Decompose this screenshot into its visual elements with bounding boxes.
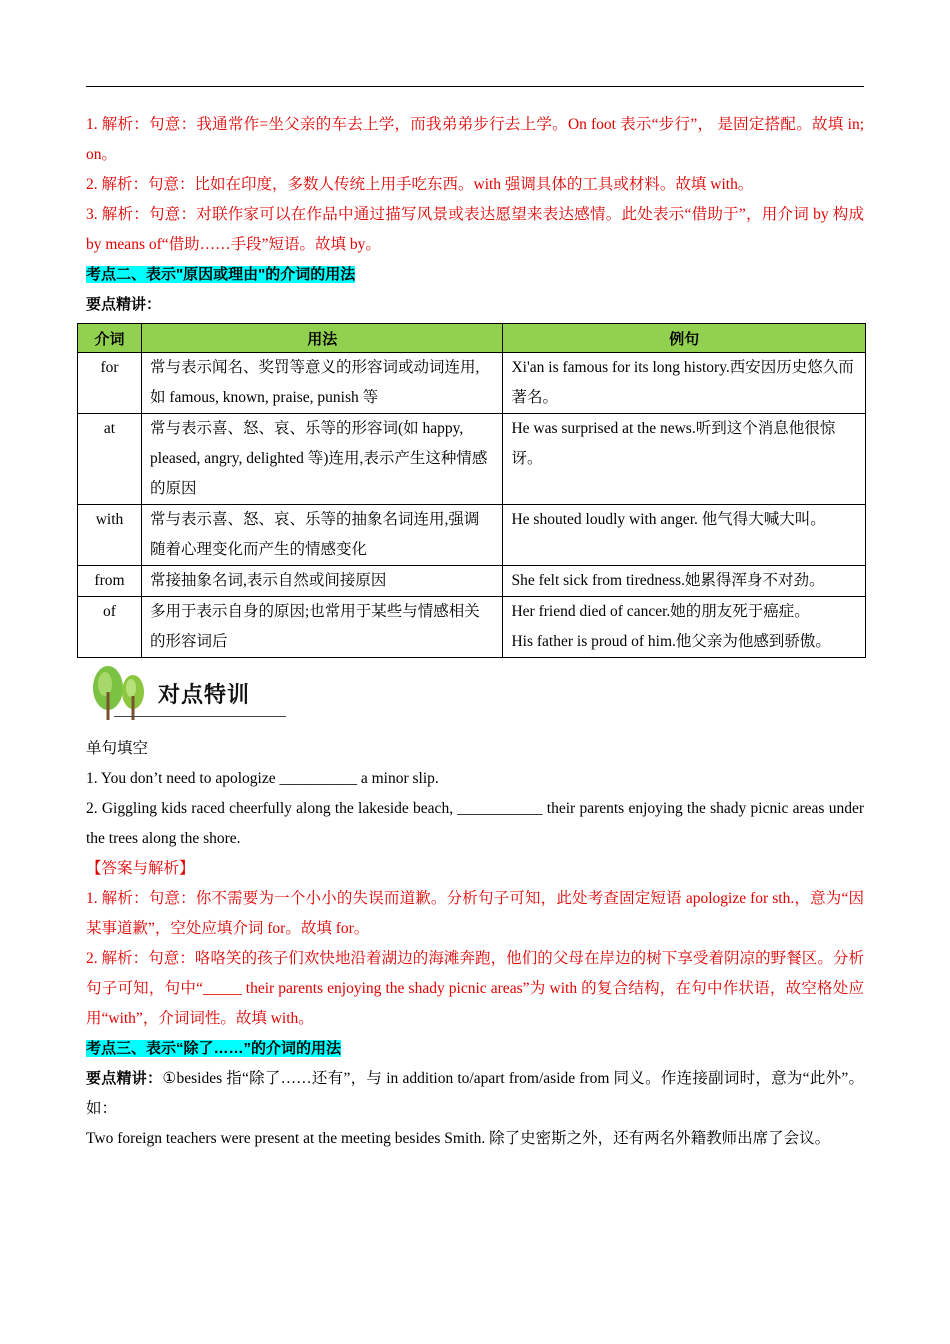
topic3-key-points-label: 要点精讲：	[86, 1070, 163, 1087]
answer-2: 2. 解析：句意：比如在印度，多数人传统上用手吃东西。with 强调具体的工具或材料。故填 with。	[86, 176, 754, 193]
table-cell-example: He shouted loudly with anger. 他气得大喊大叫。	[503, 505, 866, 566]
exercise-answer-2: 2. 解析：句意：咯咯笑的孩子们欢快地沿着湖边的海滩奔跑，他们的父母在岸边的树下享受着阴凉的野餐区。分析句子可知，句中“_____ their parents enjoying the shady picnic areas”为 with 的复合结构，在句中作状语，故空格处应用“with”，介词词性。故填 with。	[86, 950, 864, 1027]
document-body	[86, 110, 864, 1154]
table-cell-prep: of	[78, 597, 142, 658]
table-cell-example: She felt sick from tiredness.她累得浑身不对劲。	[503, 566, 866, 597]
exercise-title: 单句填空	[86, 740, 149, 757]
table-cell-usage: 常与表示闻名、奖罚等意义的形容词或动词连用,如 famous, known, praise, punish 等	[141, 353, 503, 414]
key-points-label: 要点精讲：	[86, 296, 162, 313]
table-cell-example: He was surprised at the news.听到这个消息他很惊讶。	[503, 414, 866, 505]
table-cell-usage: 常与表示喜、怒、哀、乐等的形容词(如 happy, pleased, angry, delighted 等)连用,表示产生这种情感的原因	[141, 414, 503, 505]
table-cell-usage: 常与表示喜、怒、哀、乐等的抽象名词连用,强调随着心理变化而产生的情感变化	[141, 505, 503, 566]
banner-underline	[114, 716, 286, 717]
practice-banner	[86, 662, 864, 734]
table-cell-example: Xi'an is famous for its long history.西安因历史悠久而著名。	[503, 353, 866, 414]
answer-1: 1. 解析：句意：我通常作=坐父亲的车去上学，而我弟弟步行去上学。On foot 表示“步行”， 是固定搭配。故填 in; on。	[86, 116, 864, 163]
table-cell-prep: with	[78, 505, 142, 566]
question-2: 2. Giggling kids raced cheerfully along the lakeside beach, ___________ their parents enjoying the shady picnic areas under the trees along the shore.	[86, 800, 864, 847]
header-rule	[86, 86, 864, 87]
topic3-heading: 考点三、表示“除了……”的介词的用法	[86, 1040, 342, 1057]
table-row	[78, 414, 866, 505]
topic2-heading: 考点二、表示"原因或理由"的介词的用法	[86, 266, 356, 283]
table-cell-prep: from	[78, 566, 142, 597]
table-cell-example: Her friend died of cancer.她的朋友死于癌症。 His father is proud of him.他父亲为他感到骄傲。	[503, 597, 866, 658]
answer-3: 3. 解析：句意：对联作家可以在作品中通过描写风景或表达愿望来表达感情。此处表示“借助于”，用介词 by 构成 by means of“借助……手段”短语。故填 by。	[86, 206, 864, 253]
table-cell-prep: for	[78, 353, 142, 414]
preposition-table	[77, 323, 866, 658]
banner-title: 对点特训	[158, 683, 251, 708]
table-row	[78, 566, 866, 597]
table-cell-usage: 常接抽象名词,表示自然或间接原因	[141, 566, 503, 597]
table-header: 例句	[503, 324, 866, 353]
topic3-example: Two foreign teachers were present at the meeting besides Smith. 除了史密斯之外，还有两名外籍教师出席了会议。	[86, 1130, 831, 1147]
table-row	[78, 505, 866, 566]
table-header: 用法	[141, 324, 503, 353]
table-header-row	[78, 324, 866, 353]
question-1: 1. You don’t need to apologize __________ a minor slip.	[86, 770, 439, 787]
table-cell-prep: at	[78, 414, 142, 505]
table-row	[78, 597, 866, 658]
table-row	[78, 353, 866, 414]
topic3-body: ①besides 指“除了……还有”，与 in addition to/apart from/aside from 同义。作连接副词时，意为“此外”。如：	[86, 1070, 864, 1117]
answer-label: 【答案与解析】	[86, 860, 195, 877]
table-header: 介词	[78, 324, 142, 353]
table-cell-usage: 多用于表示自身的原因;也常用于某些与情感相关的形容词后	[141, 597, 503, 658]
exercise-answer-1: 1. 解析：句意：你不需要为一个小小的失误而道歉。分析句子可知，此处考查固定短语 apologize for sth.，意为“因某事道歉”，空处应填介词 for。故填 for。	[86, 890, 864, 937]
